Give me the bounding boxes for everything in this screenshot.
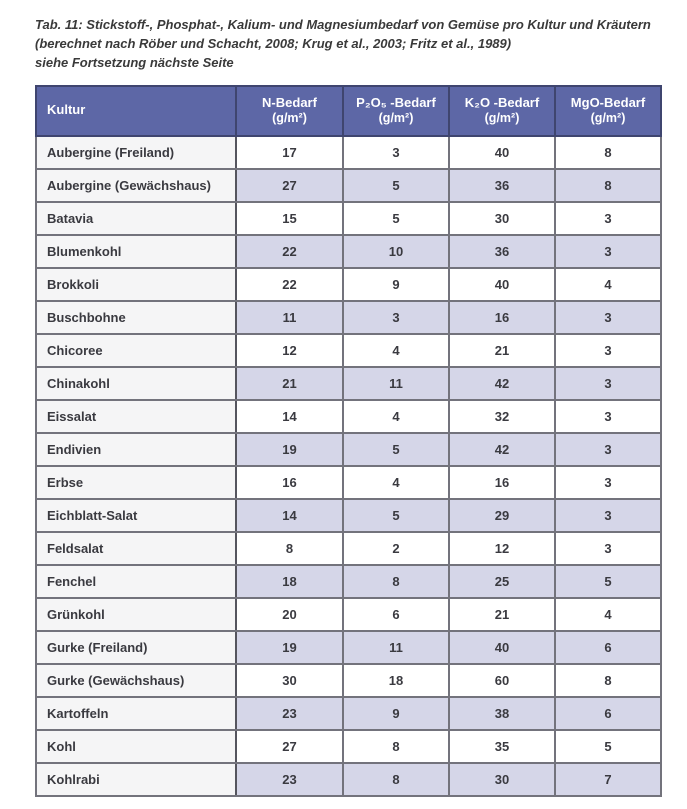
kultur-cell: Chinakohl (36, 367, 236, 400)
k2o-bedarf-cell: 38 (449, 697, 555, 730)
p2o5-bedarf-cell: 2 (343, 532, 449, 565)
table-row (36, 730, 661, 763)
table-body (36, 136, 661, 796)
table-row (36, 466, 661, 499)
k2o-bedarf-cell: 42 (449, 367, 555, 400)
k2o-bedarf-cell: 40 (449, 631, 555, 664)
mgo-bedarf-cell: 5 (555, 730, 661, 763)
header-row (36, 86, 661, 136)
table-row (36, 136, 661, 169)
table-row (36, 565, 661, 598)
p2o5-bedarf-cell: 4 (343, 466, 449, 499)
p2o5-bedarf-cell: 18 (343, 664, 449, 697)
unit-label: (g/m²) (484, 110, 520, 125)
kultur-cell: Batavia (36, 202, 236, 235)
p2o5-bedarf-cell: 5 (343, 202, 449, 235)
table-caption (0, 0, 687, 73)
table-row (36, 697, 661, 730)
kultur-cell: Eichblatt-Salat (36, 499, 236, 532)
mgo-bedarf-cell: 5 (555, 565, 661, 598)
kultur-cell: Brokkoli (36, 268, 236, 301)
table-row (36, 499, 661, 532)
mgo-bedarf-cell: 3 (555, 235, 661, 268)
n-bedarf-cell: 23 (236, 763, 343, 796)
table-row (36, 235, 661, 268)
k2o-bedarf-cell: 21 (449, 598, 555, 631)
kultur-cell: Fenchel (36, 565, 236, 598)
mgo-bedarf-cell: 7 (555, 763, 661, 796)
kultur-cell: Eissalat (36, 400, 236, 433)
p2o5-bedarf-cell: 3 (343, 301, 449, 334)
n-bedarf-cell: 27 (236, 730, 343, 763)
k2o-bedarf-cell: 32 (449, 400, 555, 433)
column-header-k2o-bedarf: K₂O -Bedarf (g/m²) (449, 86, 555, 136)
caption-line-1: Tab. 11: Stickstoff-, Phosphat-, Kalium- und Magnesiumbedarf von Gemüse pro Kultur und Kräutern (35, 17, 651, 32)
n-bedarf-cell: 16 (236, 466, 343, 499)
column-header-p2o5-bedarf: P₂O₅ -Bedarf (g/m²) (343, 86, 449, 136)
unit-label: (g/m²) (272, 110, 307, 125)
p2o5-bedarf-cell: 11 (343, 367, 449, 400)
caption-line-2: (berechnet nach Röber und Schacht, 2008; Krug et al., 2003; Fritz et al., 1989) (35, 35, 512, 51)
mgo-bedarf-cell: 3 (555, 433, 661, 466)
mgo-bedarf-cell: 6 (555, 697, 661, 730)
n-bedarf-cell: 27 (236, 169, 343, 202)
kultur-cell: Kohl (36, 730, 236, 763)
kultur-cell: Erbse (36, 466, 236, 499)
kultur-cell: Aubergine (Freiland) (36, 136, 236, 169)
table-row (36, 301, 661, 334)
k2o-bedarf-cell: 12 (449, 532, 555, 565)
mgo-bedarf-cell: 3 (555, 367, 661, 400)
table-row (36, 631, 661, 664)
p2o5-bedarf-cell: 10 (343, 235, 449, 268)
mgo-bedarf-cell: 6 (555, 631, 661, 664)
k2o-bedarf-cell: 42 (449, 433, 555, 466)
n-bedarf-cell: 18 (236, 565, 343, 598)
p2o5-bedarf-cell: 11 (343, 631, 449, 664)
table-row (36, 598, 661, 631)
caption-line-3: siehe Fortsetzung nächste Seite (35, 54, 234, 70)
p2o5-bedarf-cell: 6 (343, 598, 449, 631)
p2o5-bedarf-cell: 9 (343, 697, 449, 730)
n-bedarf-cell: 23 (236, 697, 343, 730)
table-row (36, 532, 661, 565)
kultur-cell: Grünkohl (36, 598, 236, 631)
table-row (36, 400, 661, 433)
kultur-cell: Kohlrabi (36, 763, 236, 796)
table-row (36, 763, 661, 796)
column-header-mgo-bedarf: MgO-Bedarf (g/m²) (555, 86, 661, 136)
mgo-bedarf-cell: 4 (555, 268, 661, 301)
k2o-bedarf-cell: 29 (449, 499, 555, 532)
table-row (36, 202, 661, 235)
n-bedarf-cell: 8 (236, 532, 343, 565)
n-bedarf-cell: 11 (236, 301, 343, 334)
n-bedarf-cell: 21 (236, 367, 343, 400)
p2o5-bedarf-cell: 5 (343, 169, 449, 202)
k2o-bedarf-cell: 35 (449, 730, 555, 763)
mgo-bedarf-cell: 3 (555, 202, 661, 235)
p2o5-bedarf-cell: 8 (343, 763, 449, 796)
nutrient-table (35, 85, 662, 797)
kultur-cell: Aubergine (Gewächshaus) (36, 169, 236, 202)
n-bedarf-cell: 14 (236, 400, 343, 433)
p2o5-bedarf-cell: 8 (343, 565, 449, 598)
n-bedarf-cell: 19 (236, 631, 343, 664)
k2o-bedarf-cell: 21 (449, 334, 555, 367)
k2o-bedarf-cell: 36 (449, 169, 555, 202)
n-bedarf-cell: 22 (236, 235, 343, 268)
n-bedarf-cell: 12 (236, 334, 343, 367)
k2o-bedarf-cell: 36 (449, 235, 555, 268)
p2o5-bedarf-cell: 4 (343, 400, 449, 433)
table-row (36, 664, 661, 697)
k2o-bedarf-cell: 30 (449, 202, 555, 235)
kultur-cell: Buschbohne (36, 301, 236, 334)
n-bedarf-cell: 19 (236, 433, 343, 466)
table-container (35, 85, 660, 797)
mgo-bedarf-cell: 3 (555, 400, 661, 433)
table-row (36, 169, 661, 202)
mgo-bedarf-cell: 3 (555, 499, 661, 532)
table-row (36, 334, 661, 367)
table-row (36, 433, 661, 466)
mgo-bedarf-cell: 3 (555, 334, 661, 367)
mgo-bedarf-cell: 4 (555, 598, 661, 631)
unit-label: (g/m²) (590, 110, 626, 125)
column-header-n-bedarf: N-Bedarf (g/m²) (236, 86, 343, 136)
n-bedarf-cell: 17 (236, 136, 343, 169)
kultur-cell: Gurke (Gewächshaus) (36, 664, 236, 697)
mgo-bedarf-cell: 8 (555, 664, 661, 697)
k2o-bedarf-cell: 40 (449, 268, 555, 301)
mgo-bedarf-cell: 3 (555, 532, 661, 565)
p2o5-bedarf-cell: 5 (343, 499, 449, 532)
kultur-cell: Chicoree (36, 334, 236, 367)
k2o-bedarf-cell: 25 (449, 565, 555, 598)
p2o5-bedarf-cell: 9 (343, 268, 449, 301)
mgo-bedarf-cell: 3 (555, 466, 661, 499)
p2o5-bedarf-cell: 4 (343, 334, 449, 367)
mgo-bedarf-cell: 8 (555, 169, 661, 202)
p2o5-bedarf-cell: 3 (343, 136, 449, 169)
p2o5-bedarf-cell: 8 (343, 730, 449, 763)
k2o-bedarf-cell: 40 (449, 136, 555, 169)
column-header-kultur: Kultur (36, 86, 236, 136)
table-header (36, 86, 661, 136)
k2o-bedarf-cell: 60 (449, 664, 555, 697)
mgo-bedarf-cell: 3 (555, 301, 661, 334)
kultur-cell: Feldsalat (36, 532, 236, 565)
k2o-bedarf-cell: 16 (449, 301, 555, 334)
k2o-bedarf-cell: 16 (449, 466, 555, 499)
n-bedarf-cell: 30 (236, 664, 343, 697)
kultur-cell: Blumenkohl (36, 235, 236, 268)
kultur-cell: Kartoffeln (36, 697, 236, 730)
mgo-bedarf-cell: 8 (555, 136, 661, 169)
n-bedarf-cell: 22 (236, 268, 343, 301)
n-bedarf-cell: 14 (236, 499, 343, 532)
p2o5-bedarf-cell: 5 (343, 433, 449, 466)
table-row (36, 268, 661, 301)
kultur-cell: Endivien (36, 433, 236, 466)
k2o-bedarf-cell: 30 (449, 763, 555, 796)
n-bedarf-cell: 15 (236, 202, 343, 235)
unit-label: (g/m²) (378, 110, 414, 125)
n-bedarf-cell: 20 (236, 598, 343, 631)
table-row (36, 367, 661, 400)
kultur-cell: Gurke (Freiland) (36, 631, 236, 664)
